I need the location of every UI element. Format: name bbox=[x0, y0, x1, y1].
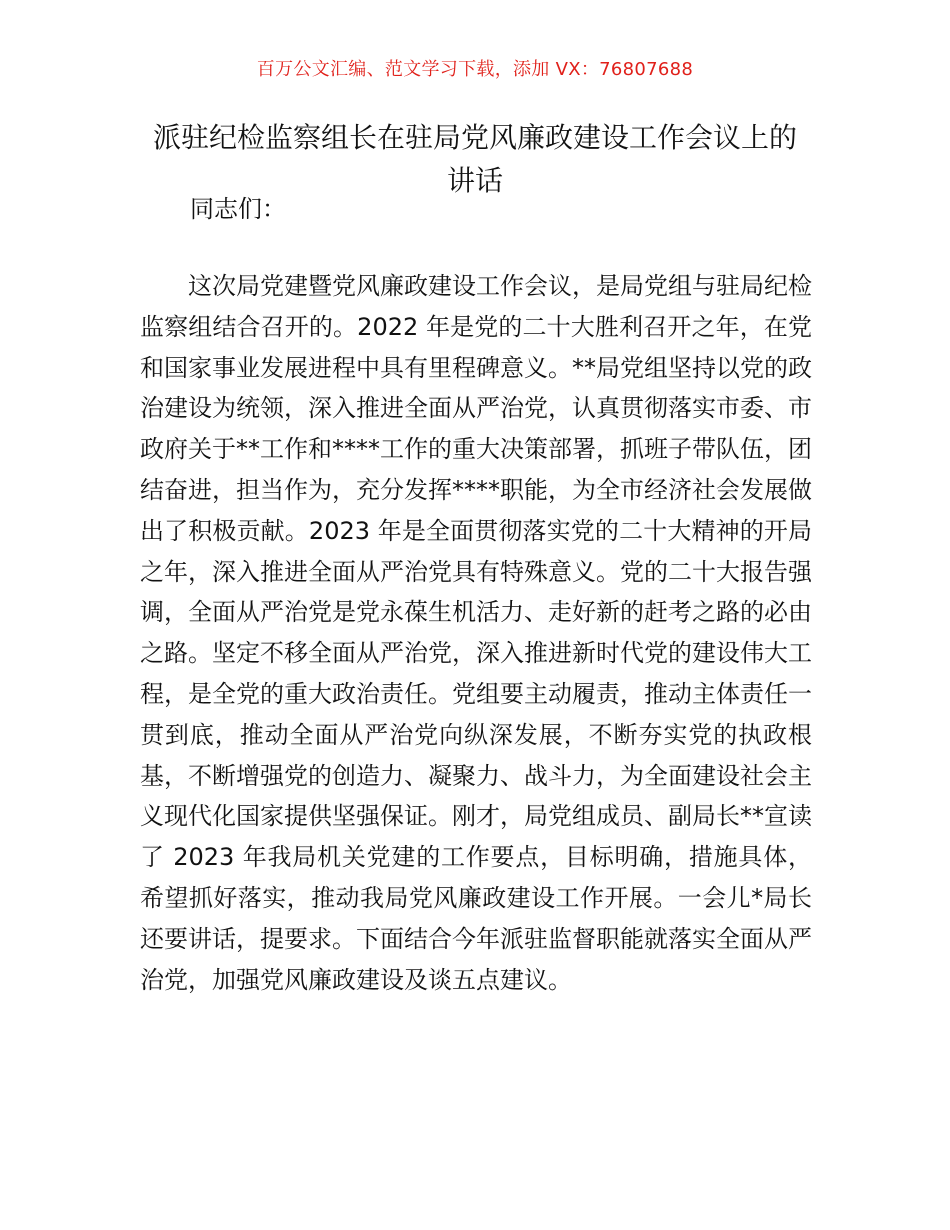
greeting: 同志们： bbox=[190, 195, 286, 223]
document-title: 派驻纪检监察组长在驻局党风廉政建设工作会议上的讲话 bbox=[152, 121, 797, 197]
watermark-text: 百万公文汇编、范文学习下载，添加 VX：76807688 bbox=[256, 59, 694, 80]
body-paragraph: 这次局党建暨党风廉政建设工作会议，是局党组与驻局纪检监察组结合召开的。2022 年是党的二十大胜利召开之年，在党和国家事业发展进程中具有里程碑意义。**局党组坚持以党的政治建设为统领，深入推进全面从严治党，认真贯彻落实市委、市政府关于**工作和****工作的重大决策部署，抓班子带队伍，团结奋进，担当作为，充分发挥****职能，为全市经济社会发展做出了积极贡献。2023 年是全面贯彻落实党的二十大精神的开局之年，深入推进全面从严治党具有特殊意义。党的二十大报告强调，全面从严治党是党永葆生机活力、走好新的赶考之路的必由之路。坚定不移全面从严治党，深入推进新时代党的建设伟大工程，是全党的重大政治责任。党组要主动履责，推动主体责任一贯到底，推动全面从严治党向纵深发展，不断夯实党的执政根基，不断增强党的创造力、凝聚力、战斗力，为全面建设社会主义现代化国家提供坚强保证。刚才，局党组成员、副局长**宣读了 2023 年我局机关党建的工作要点，目标明确，措施具体，希望抓好落实，推动我局党风廉政建设工作开展。一会儿*局长还要讲话，提要求。下面结合今年派驻监督职能就落实全面从严治党，加强党风廉政建设及谈五点建议。 bbox=[140, 272, 812, 994]
